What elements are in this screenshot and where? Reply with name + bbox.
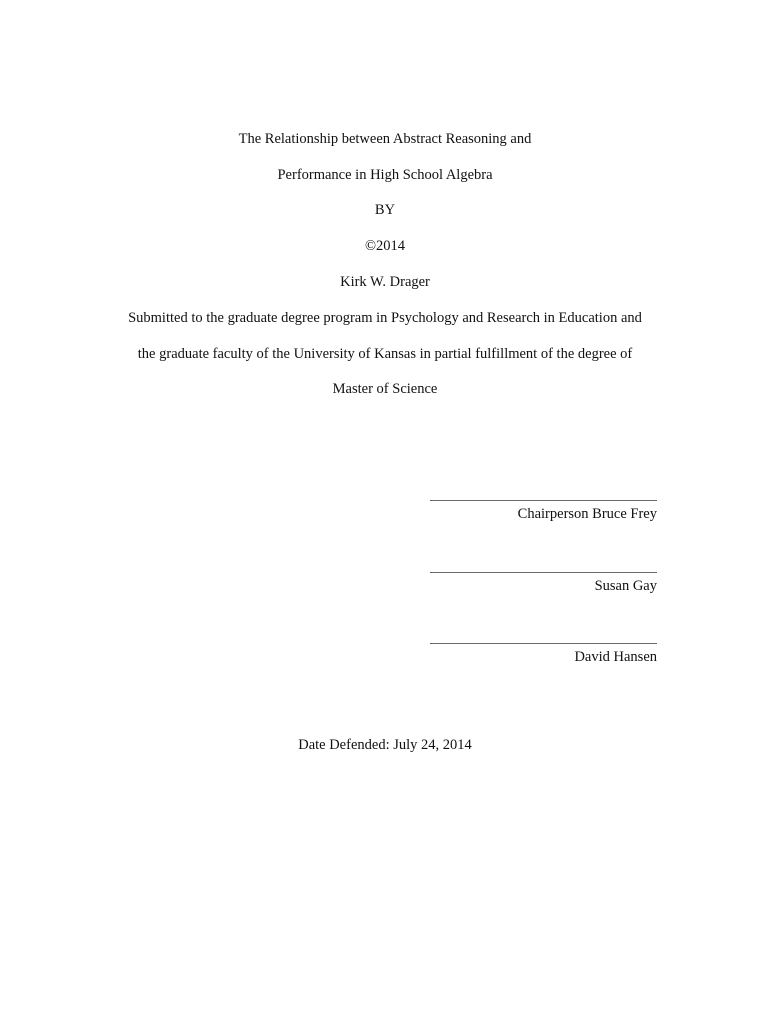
committee-member-name: David Hansen	[574, 649, 657, 665]
author-name: Kirk W. Drager	[340, 274, 430, 290]
signature-line	[430, 500, 657, 501]
signature-line	[430, 572, 657, 573]
submission-line-1: Submitted to the graduate degree program in Psychology and Research in Education and	[128, 310, 642, 326]
title-line-2: Performance in High School Algebra	[277, 167, 493, 183]
committee-member-name: Susan Gay	[594, 578, 657, 594]
submission-line-2: the graduate faculty of the University of Kansas in partial fulfillment of the degree of	[137, 346, 633, 362]
copyright-year: ©2014	[364, 238, 406, 254]
signature-line	[430, 643, 657, 644]
committee-member-name: Chairperson Bruce Frey	[517, 506, 657, 522]
by-label: BY	[374, 202, 396, 218]
degree-name: Master of Science	[332, 381, 438, 397]
title-line-1: The Relationship between Abstract Reasoning and	[238, 131, 532, 147]
date-defended: Date Defended: July 24, 2014	[298, 737, 472, 753]
